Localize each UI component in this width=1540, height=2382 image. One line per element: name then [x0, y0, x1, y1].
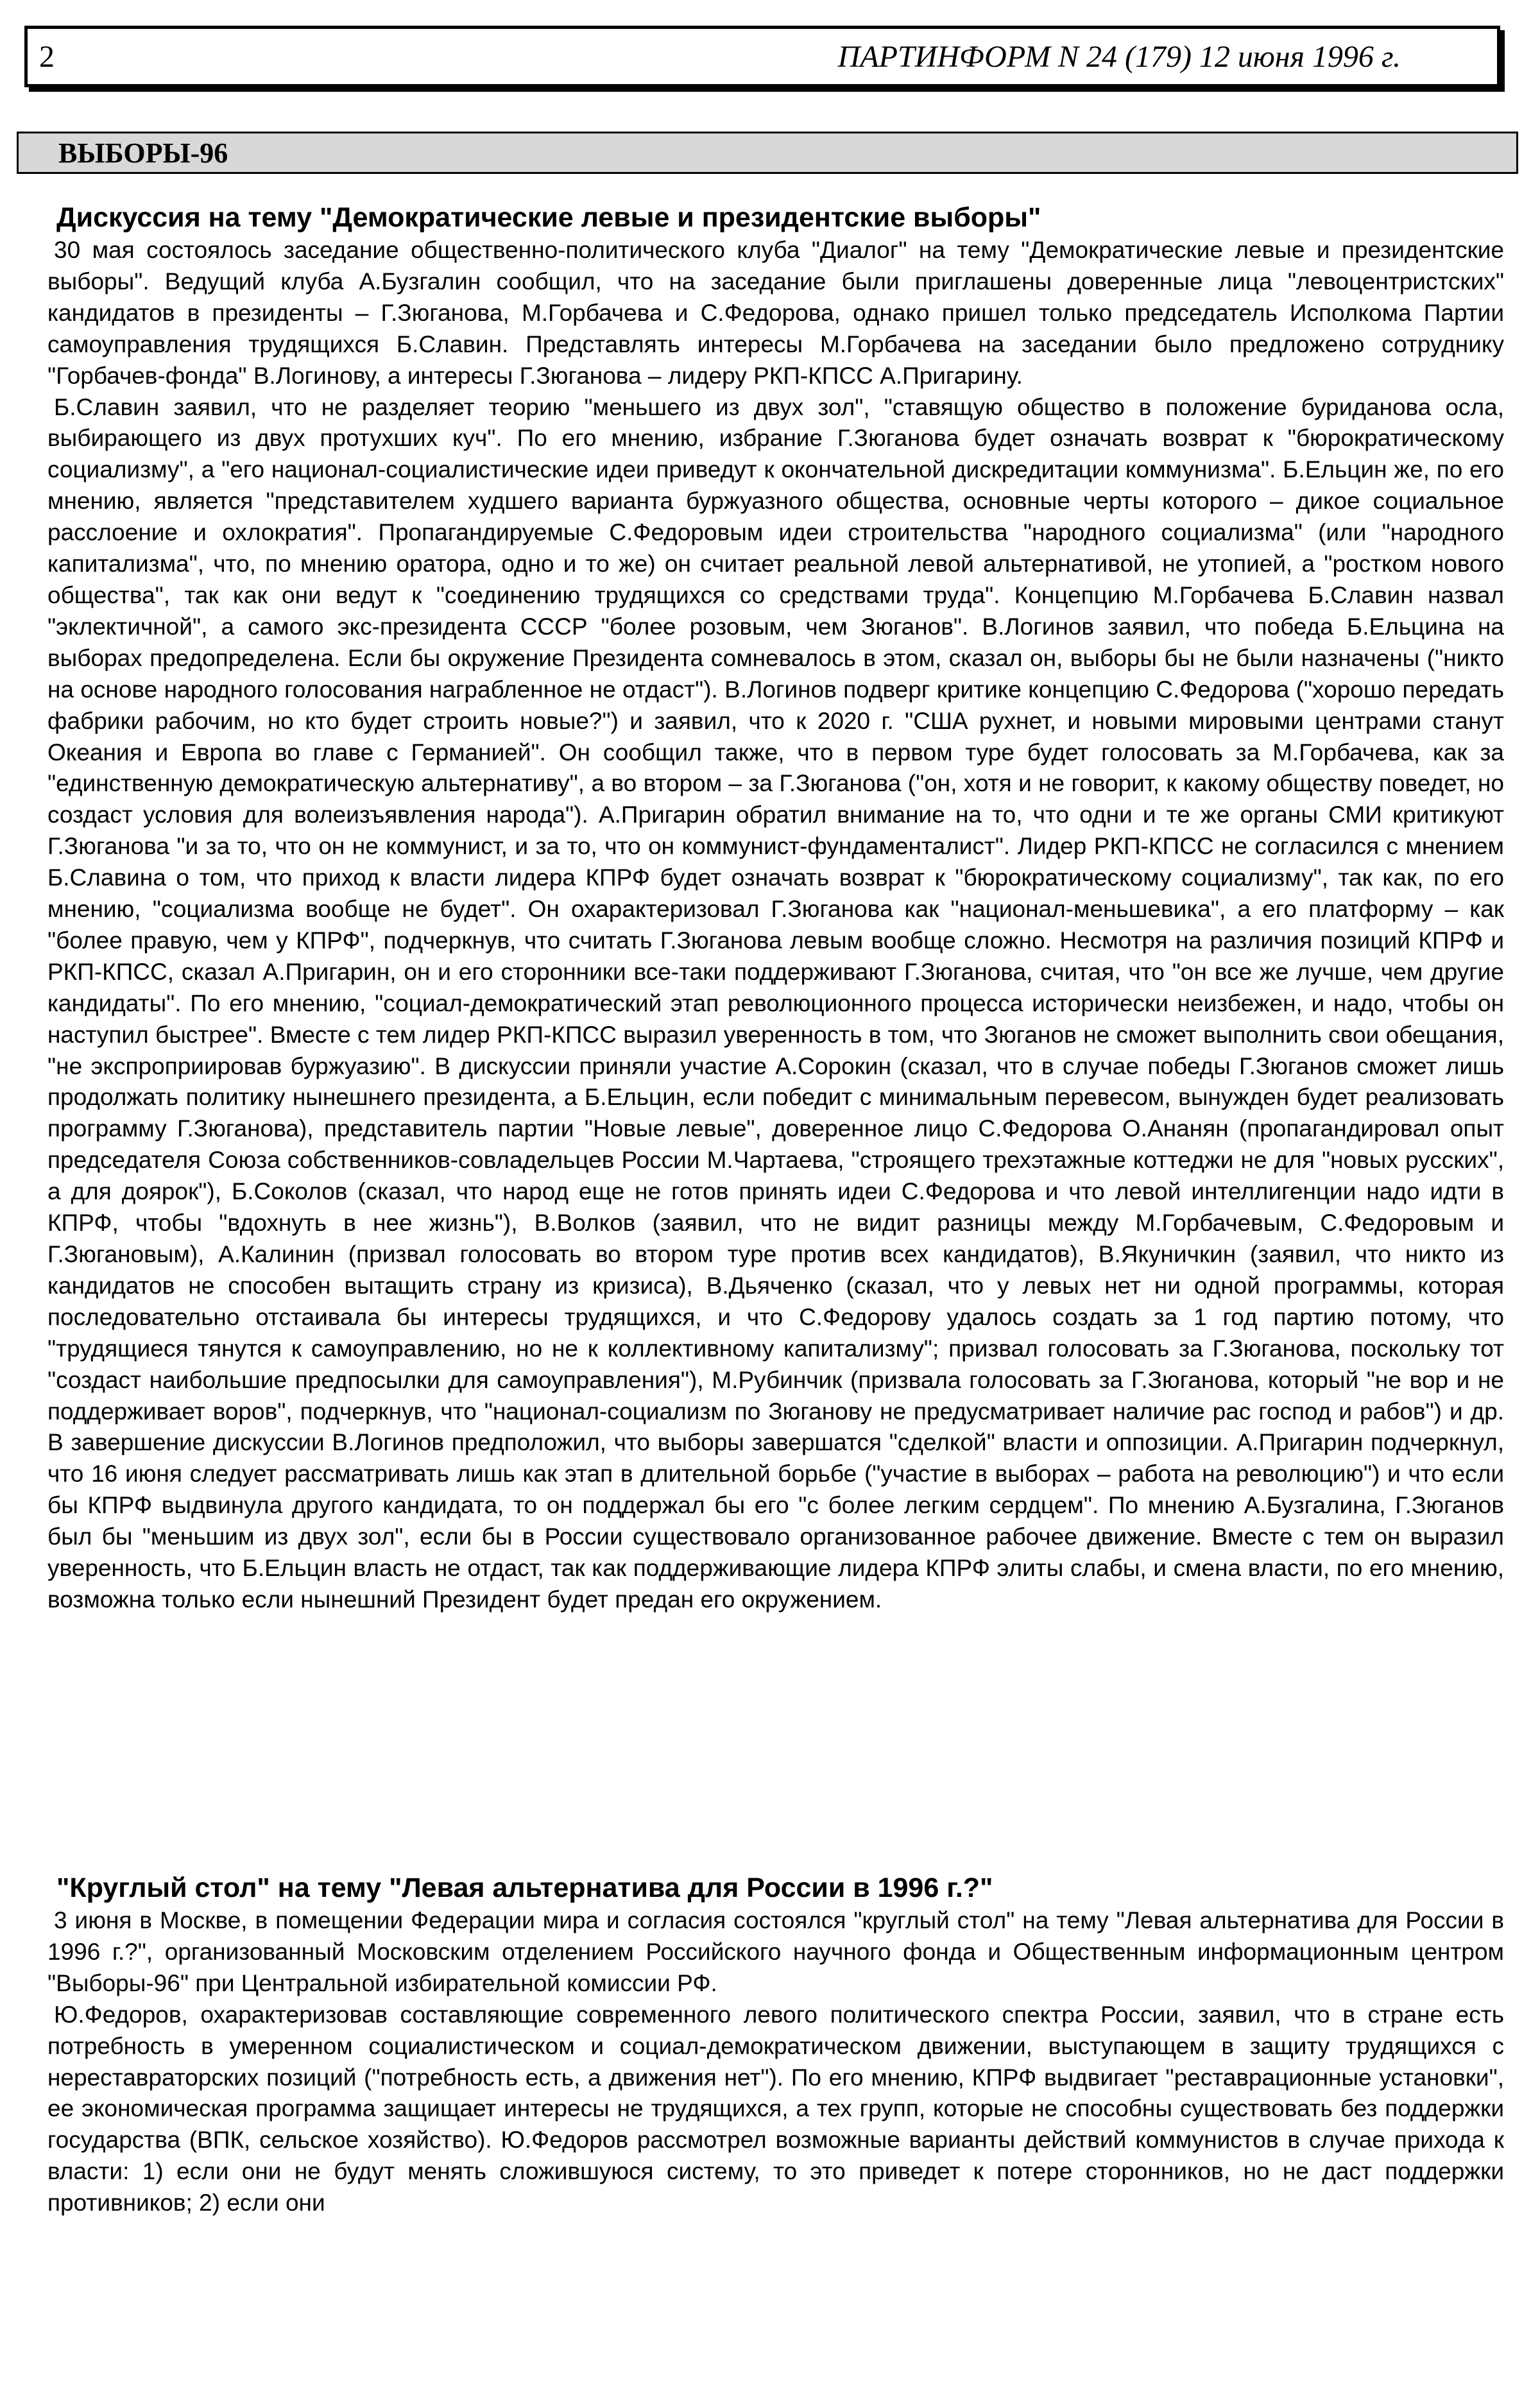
- article-title: Дискуссия на тему "Демократические левые и президентские выборы": [56, 202, 1041, 233]
- article-dialog-club: [47, 200, 1504, 1616]
- section-banner: [17, 132, 1518, 174]
- issue-line: ПАРТИНФОРМ N 24 (179) 12 июня 1996 г.: [837, 40, 1401, 74]
- article-paragraph: 3 июня в Москве, в помещении Федерации мира и согласия состоялся "круглый стол" на тему "Левая альтернатива для России в 1996 г.?", организованный Московским отделением Российского научного фонда и Общественным информационным центром "Выборы-96" при Центральной избирательной комиссии РФ.: [47, 1907, 1504, 1996]
- page-number: 2: [39, 40, 55, 74]
- article-paragraph: 30 мая состоялось заседание общественно-политического клуба "Диалог" на тему "Демократические левые и президентские выборы". Ведущий клуба А.Бузгалин сообщил, что на заседание были приглашены доверенные лица "левоцентристских" кандидатов в президенты – Г.Зюганова, М.Горбачева и С.Федорова, однако пришел только председатель Исполкома Партии самоуправления трудящихся Б.Славин. Представлять интересы М.Горбачева на заседании было предложено сотруднику "Горбачев-фонда" В.Логинову, а интересы Г.Зюганова – лидеру РКП-КПСС А.Пригарину.: [47, 237, 1504, 389]
- section-title: ВЫБОРЫ-96: [58, 137, 228, 169]
- article-paragraph: Б.Славин заявил, что не разделяет теорию "меньшего из двух зол", "ставящую общество в положение буриданова осла, выбирающего из двух протухших куч". По его мнению, избрание Г.Зюганова будет означать возврат к "бюрократическому социализму", а "его национал-социалистические идеи приведут к окончательной дискредитации коммунизма". Б.Ельцин же, по его мнению, является "представителем худшего варианта буржуазного общества, основные черты которого – дикое социальное расслоение и охлократия". Пропагандируемые С.Федоровым идеи строительства "народного социализма" (или "народного капитализма", что, по мнению оратора, одно и то же) он считает реальной левой альтернативой, не утопией, а "ростком нового общества", так как они ведут к "соединению трудящихся со средствами труда". Концепцию М.Горбачева Б.Славин назвал "эклектичной", а самого экс-президента СССР "более розовым, чем Зюганов". В.Логинов заявил, что победа Б.Ельцина на выборах предопределена. Если бы окружение Президента сомневалось в этом, сказал он, выборы бы не были назначены ("никто на основе народного голосования награбленное не отдаст"). В.Логинов подверг критике концепцию С.Федорова ("хорошо передать фабрики рабочим, но кто будет строить новые?") и заявил, что к 2020 г. "США рухнет, и новыми мировыми центрами станут Океания и Европа во главе с Германией". Он сообщил также, что в первом туре будет голосовать за М.Горбачева, как за "единственную демократическую альтернативу", а во втором – за Г.Зюганова ("он, хотя и не говорит, к какому обществу поведет, но создаст условия для волеизъявления народа"). А.Пригарин обратил внимание на то, что одни и те же органы СМИ критикуют Г.Зюганова "и за то, что он не коммунист, и за то, что он коммунист-фундаменталист". Лидер РКП-КПСС не согласился с мнением Б.Славина о том, что приход к власти лидера КПРФ будет означать возврат к "бюрократическому социализму", так как, по его мнению, "социализма вообще не будет". Он охарактеризовал Г.Зюганова как "национал-меньшевика", а его платформу – как "более правую, чем у КПРФ", подчеркнув, что считать Г.Зюганова левым вообще сложно. Несмотря на различия позиций КПРФ и РКП-КПСС, сказал А.Пригарин, он и его сторонники все-таки поддерживают Г.Зюганова, считая, что "он все же лучше, чем другие кандидаты". По его мнению, "социал-демократический этап революционного процесса исторически неизбежен, и надо, чтобы он наступил быстрее". Вместе с тем лидер РКП-КПСС выразил уверенность в том, что Зюганов не сможет выполнить свои обещания, "не экспроприировав буржуазию". В дискуссии приняли участие А.Сорокин (сказал, что в случае победы Г.Зюганов сможет лишь продолжать политику нынешнего президента, а Б.Ельцин, если победит с минимальным перевесом, вынужден будет реализовать программу Г.Зюганова), представитель партии "Новые левые", доверенное лицо С.Федорова О.Ананян (пропагандировал опыт председателя Союза собственников-совладельцев России М.Чартаева, "строящего трехэтажные коттеджи не для "новых русских", а для доярок"), Б.Соколов (сказал, что народ еще не готов принять идеи С.Федорова и что левой интеллигенции надо идти в КПРФ, чтобы "вдохнуть в нее жизнь"), В.Волков (заявил, что не видит разницы между М.Горбачевым, С.Федоровым и Г.Зюгановым), А.Калинин (призвал голосовать во втором туре против всех кандидатов), В.Якуничкин (заявил, что никто из кандидатов не способен вытащить страну из кризиса), В.Дьяченко (сказал, что у левых нет ни одной программы, которая последовательно отстаивала бы интересы трудящихся, и что С.Федорову удалось создать за 1 год партию потому, что "трудящиеся тянутся к самоуправлению, но не к коллективному капитализму"; призвал голосовать за Г.Зюганова, поскольку тот "создаст наибольшие предпосылки для самоуправления"), М.Рубинчик (призвала голосовать за Г.Зюганова, который "не вор и не поддерживает воров", подчеркнув, что "национал-социализм по Зюганову не предусматривает наличие рас господ и рабов") и др. В завершение дискуссии В.Логинов предположил, что выборы завершатся "сделкой" власти и оппозиции. А.Пригарин подчеркнул, что 16 июня следует рассматривать лишь как этап в длительной борьбе ("участие в выборах – работа на революцию") и что если бы КПРФ выдвинула другого кандидата, то он поддержал бы его "с более легким сердцем". По мнению А.Бузгалина, Г.Зюганов был бы "меньшим из двух зол", если бы в России существовало организованное рабочее движение. Вместе с тем он выразил уверенность, что Б.Ельцин власть не отдаст, так как поддерживающие лидера КПРФ элиты слабы, и смена власти, по его мнению, возможна только если нынешний Президент будет предан его окружением.: [47, 393, 1504, 1613]
- article-title: "Круглый стол" на тему "Левая альтернатива для России в 1996 г.?": [56, 1872, 993, 1903]
- article-round-table: [47, 1871, 1504, 2219]
- page-header: [24, 26, 1500, 87]
- article-paragraph: Ю.Федоров, охарактеризовав составляющие современного левого политического спектра России, заявил, что в стране есть потребность в умеренном социалистическом и социал-демократическом движении, выступающем в защиту трудящихся с нереставраторских позиций ("потребность есть, а движения нет"). По его мнению, КПРФ выдвигает "реставрационные установки", ее экономическая программа защищает интересы не трудящихся, а тех групп, которые не способны существовать без поддержки государства (ВПК, сельское хозяйство). Ю.Федоров рассмотрел возможные варианты действий коммунистов в случае прихода к власти: 1) если они не будут менять сложившуюся систему, то это приведет к потере сторонников, но не даст поддержки противников; 2) если они: [47, 2001, 1504, 2216]
